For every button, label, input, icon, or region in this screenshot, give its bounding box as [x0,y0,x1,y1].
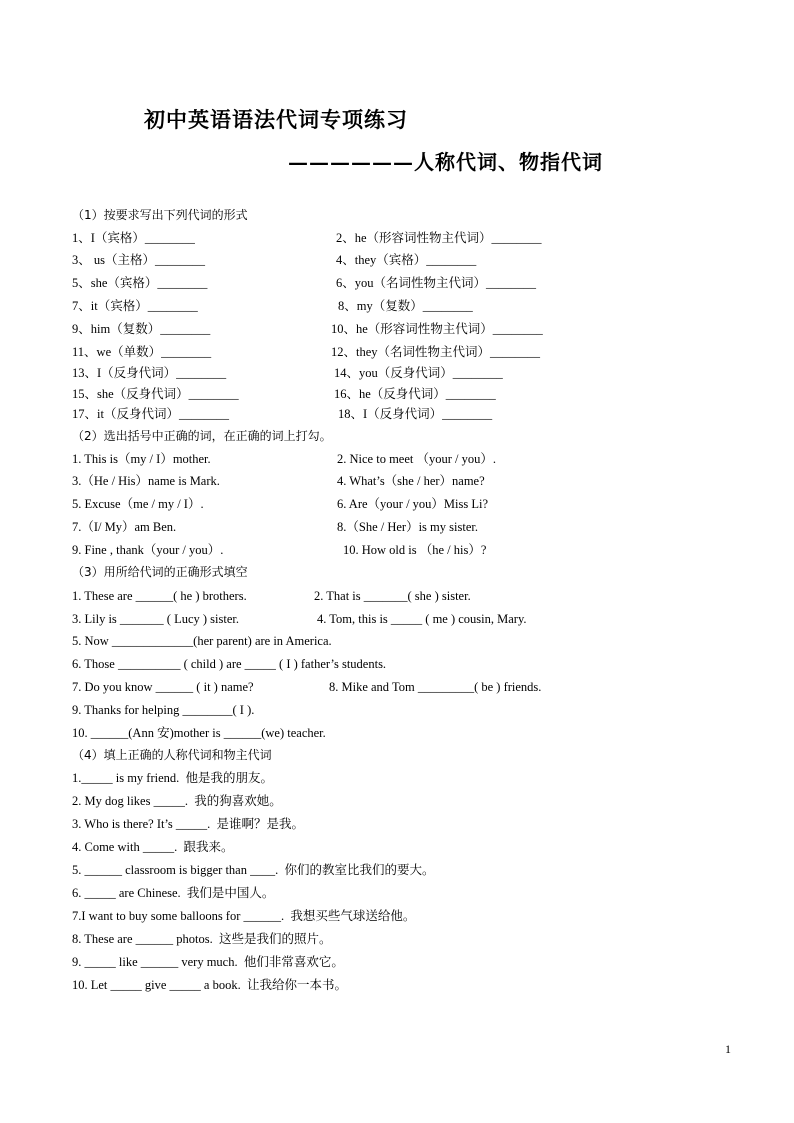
section4-heading: （4）填上正确的人称代词和物主代词 [72,748,272,762]
section1-item: 12、they（名词性物主代词）________ [331,345,541,359]
section4-item: 9. _____ like ______ very much. 他们非常喜欢它。 [72,955,344,969]
section3-item: 6. Those __________ ( child ) are _____ ( I ) father’s students. [72,657,387,671]
section1-item: 9、him（复数）________ [72,322,211,336]
section1-item: 18、I（反身代词）________ [338,407,493,421]
section3-item: 5. Now _____________(her parent) are in America. [72,634,332,648]
section4-item: 1._____ is my friend. 他是我的朋友。 [72,771,274,785]
section2-item: 10. How old is （he / his）? [343,543,487,557]
section2-item: 8.（She / Her）is my sister. [337,520,478,534]
section3-item: 3. Lily is _______ ( Lucy ) sister. [72,612,239,626]
section2-item: 9. Fine , thank（your / you）. [72,543,224,557]
section1-item: 11、we（单数）________ [72,345,212,359]
section2-item: 4. What’s（she / her）name? [337,474,485,488]
section3-item: 8. Mike and Tom _________( be ) friends. [329,680,542,694]
section3-item: 2. That is _______( she ) sister. [314,589,471,603]
section3-heading: （3）用所给代词的正确形式填空 [72,565,248,579]
section1-item: 1、I（宾格）________ [72,231,195,245]
section3-item: 10. ______(Ann 安)mother is ______(we) teacher. [72,726,326,740]
section4-item: 5. ______ classroom is bigger than ____. 你们的教室比我们的要大。 [72,863,435,877]
section4-item: 6. _____ are Chinese. 我们是中国人。 [72,886,275,900]
section1-item: 16、he（反身代词）________ [334,387,496,401]
section4-item: 4. Come with _____. 跟我来。 [72,840,234,854]
section2-item: 7.（I/ My）am Ben. [72,520,177,534]
section1-item: 8、my（复数）________ [338,299,473,313]
section1-item: 14、you（反身代词）________ [334,366,503,380]
section1-item: 13、I（反身代词）________ [72,366,227,380]
section4-item: 8. These are ______ photos. 这些是我们的照片。 [72,932,332,946]
section1-item: 15、she（反身代词）________ [72,387,239,401]
section4-item: 3. Who is there? It’s _____. 是谁啊？是我。 [72,817,305,831]
page-number: 1 [725,1042,731,1056]
page-subtitle: ——————人称代词、物指代词 [288,150,603,174]
section1-item: 5、she（宾格）________ [72,276,208,290]
section2-item: 3.（He / His）name is Mark. [72,474,220,488]
section2-item: 1. This is（my / I）mother. [72,452,211,466]
page-title: 初中英语语法代词专项练习 [144,107,408,132]
section2-item: 6. Are（your / you）Miss Li? [337,497,489,511]
section3-item: 1. These are ______( he ) brothers. [72,589,247,603]
section1-item: 17、it（反身代词）________ [72,407,229,421]
section2-heading: （2）选出括号中正确的词，在正确的词上打勾。 [72,429,332,443]
section4-item: 2. My dog likes _____. 我的狗喜欢她。 [72,794,282,808]
section4-item: 10. Let _____ give _____ a book. 让我给你一本书。 [72,978,347,992]
section2-item: 5. Excuse（me / my / I）. [72,497,204,511]
section2-item: 2. Nice to meet （your / you）. [337,452,496,466]
section1-item: 6、you（名词性物主代词）________ [336,276,537,290]
section3-item: 9. Thanks for helping ________( I ). [72,703,255,717]
section1-item: 4、they（宾格）________ [336,253,477,267]
section1-item: 3、 us（主格）________ [72,253,205,267]
section4-item: 7.I want to buy some balloons for ______. 我想买些气球送给他。 [72,909,416,923]
section3-item: 7. Do you know ______ ( it ) name? [72,680,254,694]
section1-item: 2、he（形容词性物主代词）________ [336,231,542,245]
section3-item: 4. Tom, this is _____ ( me ) cousin, Mary. [317,612,527,626]
section1-item: 10、he（形容词性物主代词）________ [331,322,543,336]
section1-heading: （1）按要求写出下列代词的形式 [72,208,248,222]
section1-item: 7、it（宾格）________ [72,299,198,313]
